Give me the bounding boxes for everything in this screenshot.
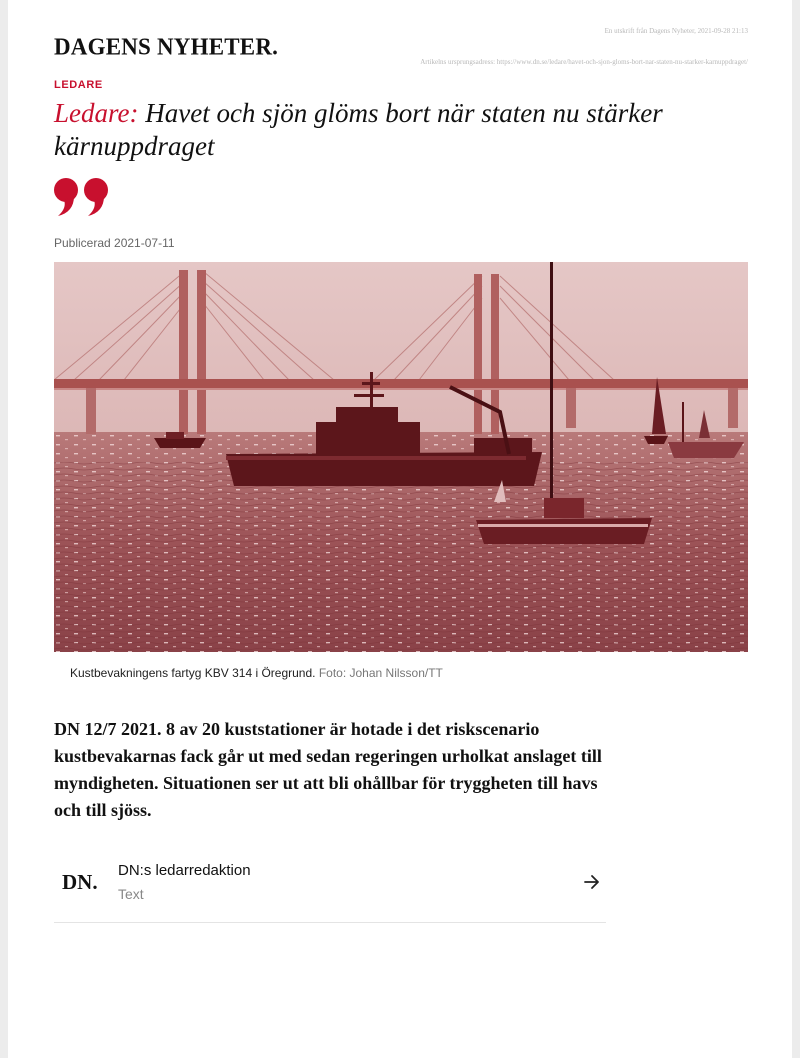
author-subtitle: Text [118,886,144,902]
source-url: Artikelns ursprungsadress: https://www.dn.se/ledare/havet-och-sjon-gloms-bort-nar-staten-nu-starker-karnuppdraget/ [420,58,748,66]
caption-text: Kustbevakningens fartyg KBV 314 i Öregrund. [70,666,316,680]
masthead-logo[interactable]: DAGENS NYHETER. [54,33,279,60]
headline-text: Havet och sjön glöms bort när staten nu stärker kärnuppdraget [54,98,663,161]
article-headline [54,97,714,163]
photo-credit: Foto: Johan Nilsson/TT [318,666,443,680]
page [8,0,792,1058]
article-photo[interactable] [54,262,748,652]
headline-kicker: Ledare: [54,98,139,128]
dn-logo: DN. [62,870,98,894]
image-caption [70,666,443,680]
quote-mark-icon [52,176,116,220]
author-card[interactable] [54,858,606,923]
section-label[interactable]: LEDARE [54,79,103,91]
print-note: En utskrift från Dagens Nyheter, 2021-09-28 21:13 [604,27,748,35]
arrow-right-icon[interactable] [582,872,602,892]
article-lead: DN 12/7 2021. 8 av 20 kuststationer är hotade i det riskscenario kustbevakarnas fack går ut med sedan regeringen urholkat anslaget till myndigheten. Situationen ser ut att bli ohållbar för tryggheten till havs och till sjöss. [54,719,602,820]
author-name[interactable]: DN:s ledarredaktion [118,862,251,879]
published-date: Publicerad 2021-07-11 [54,236,175,250]
